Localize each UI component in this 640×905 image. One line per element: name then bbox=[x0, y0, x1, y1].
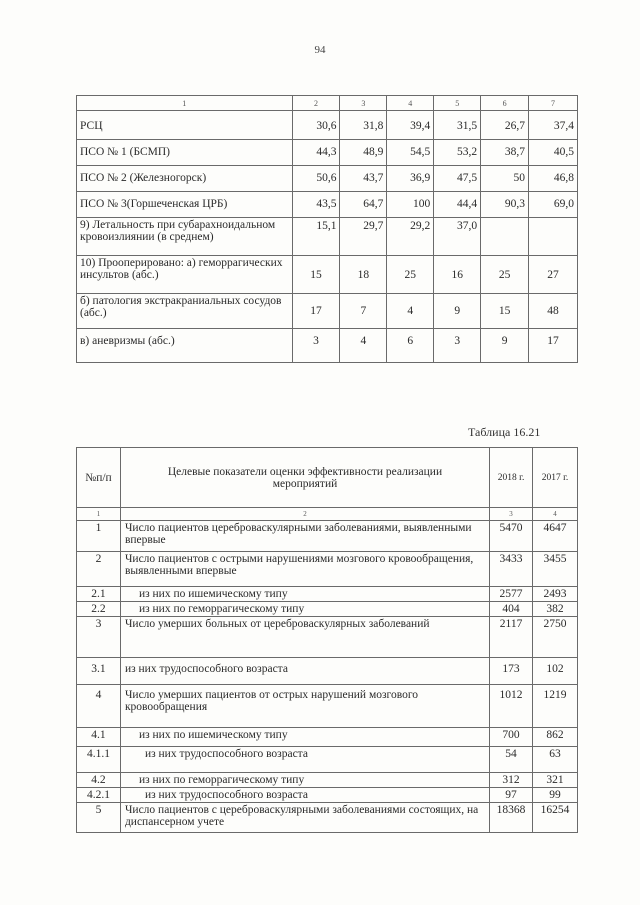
table-row bbox=[77, 773, 578, 788]
cell-value: 38,7 bbox=[481, 140, 529, 166]
cell-value: 48,9 bbox=[340, 140, 387, 166]
value-2017: 321 bbox=[533, 773, 578, 788]
header-description: Целевые показатели оценки эффективности реализации мероприятий bbox=[120, 448, 489, 508]
table-row bbox=[77, 166, 578, 192]
cell-value: 18 bbox=[340, 256, 387, 294]
row-number: 4.2.1 bbox=[77, 788, 121, 803]
table-row bbox=[77, 256, 578, 294]
header-year-2017: 2017 г. bbox=[533, 448, 578, 508]
cell-value: 25 bbox=[387, 256, 434, 294]
column-number: 3 bbox=[340, 96, 387, 111]
row-description: из них по ишемическому типу bbox=[120, 587, 489, 602]
row-number: 3 bbox=[77, 617, 121, 658]
table-row bbox=[77, 329, 578, 363]
row-label: 9) Летальность при субарахноидальном кровоизлиянии (в среднем) bbox=[77, 218, 293, 256]
header-num: №п/п bbox=[77, 448, 121, 508]
table-caption: Таблица 16.21 bbox=[468, 425, 541, 439]
row-number: 4.1.1 bbox=[77, 747, 121, 773]
row-number: 2.2 bbox=[77, 602, 121, 617]
value-2017: 2493 bbox=[533, 587, 578, 602]
value-2018: 54 bbox=[490, 747, 533, 773]
cell-value: 43,5 bbox=[292, 192, 340, 218]
cell-value: 15 bbox=[481, 294, 529, 329]
table-row bbox=[77, 111, 578, 140]
row-number: 3.1 bbox=[77, 658, 121, 685]
table-row bbox=[77, 803, 578, 833]
row-description: Число умерших пациентов от острых нарушений мозгового кровообращения bbox=[120, 685, 489, 728]
cell-value: 69,0 bbox=[529, 192, 578, 218]
cell-value: 44,3 bbox=[292, 140, 340, 166]
table-row bbox=[77, 728, 578, 747]
header-year-2018: 2018 г. bbox=[490, 448, 533, 508]
row-number: 2 bbox=[77, 552, 121, 587]
cell-value: 27 bbox=[529, 256, 578, 294]
efficiency-indicators-table bbox=[76, 447, 578, 833]
cell-value: 3 bbox=[292, 329, 340, 363]
stroke-mortality-table bbox=[76, 95, 578, 363]
cell-value bbox=[481, 218, 529, 256]
value-2017: 16254 bbox=[533, 803, 578, 833]
cell-value: 44,4 bbox=[434, 192, 481, 218]
value-2018: 5470 bbox=[490, 521, 533, 552]
table-row bbox=[77, 218, 578, 256]
column-number: 1 bbox=[77, 96, 293, 111]
cell-value: 100 bbox=[387, 192, 434, 218]
cell-value: 43,7 bbox=[340, 166, 387, 192]
cell-value: 9 bbox=[434, 294, 481, 329]
row-number: 1 bbox=[77, 521, 121, 552]
table-row bbox=[77, 685, 578, 728]
cell-value: 36,9 bbox=[387, 166, 434, 192]
row-number: 2.1 bbox=[77, 587, 121, 602]
column-number: 5 bbox=[434, 96, 481, 111]
header-row bbox=[77, 448, 578, 508]
row-number: 5 bbox=[77, 803, 121, 833]
row-number: 4.2 bbox=[77, 773, 121, 788]
cell-value: 50 bbox=[481, 166, 529, 192]
value-2018: 2577 bbox=[490, 587, 533, 602]
column-number: 4 bbox=[387, 96, 434, 111]
column-number: 1 bbox=[77, 508, 121, 521]
value-2018: 173 bbox=[490, 658, 533, 685]
table-row bbox=[77, 587, 578, 602]
cell-value bbox=[529, 218, 578, 256]
value-2017: 102 bbox=[533, 658, 578, 685]
cell-value: 30,6 bbox=[292, 111, 340, 140]
row-label: ПСО № 3(Горшеченская ЦРБ) bbox=[77, 192, 293, 218]
value-2018: 312 bbox=[490, 773, 533, 788]
value-2018: 1012 bbox=[490, 685, 533, 728]
cell-value: 64,7 bbox=[340, 192, 387, 218]
row-description: Число пациентов с острыми нарушениями мозгового кровообращения, выявленными впервые bbox=[120, 552, 489, 587]
cell-value: 37,0 bbox=[434, 218, 481, 256]
column-number: 2 bbox=[292, 96, 340, 111]
cell-value: 9 bbox=[481, 329, 529, 363]
cell-value: 48 bbox=[529, 294, 578, 329]
table-row bbox=[77, 521, 578, 552]
cell-value: 4 bbox=[387, 294, 434, 329]
row-description: Число пациентов цереброваскулярными заболеваниями, выявленными впервые bbox=[120, 521, 489, 552]
row-label: ПСО № 1 (БСМП) bbox=[77, 140, 293, 166]
table-row bbox=[77, 658, 578, 685]
row-label: б) патология экстракраниальных сосудов (абс.) bbox=[77, 294, 293, 329]
table-row bbox=[77, 788, 578, 803]
cell-value: 25 bbox=[481, 256, 529, 294]
cell-value: 47,5 bbox=[434, 166, 481, 192]
row-description: из них по ишемическому типу bbox=[120, 728, 489, 747]
cell-value: 15 bbox=[292, 256, 340, 294]
table-row bbox=[77, 140, 578, 166]
row-number: 4 bbox=[77, 685, 121, 728]
table-row bbox=[77, 602, 578, 617]
cell-value: 40,5 bbox=[529, 140, 578, 166]
column-number-row bbox=[77, 96, 578, 111]
row-number: 4.1 bbox=[77, 728, 121, 747]
value-2018: 97 bbox=[490, 788, 533, 803]
cell-value: 4 bbox=[340, 329, 387, 363]
cell-value: 6 bbox=[387, 329, 434, 363]
cell-value: 90,3 bbox=[481, 192, 529, 218]
cell-value: 29,7 bbox=[340, 218, 387, 256]
value-2018: 700 bbox=[490, 728, 533, 747]
page-number: 94 bbox=[314, 44, 326, 56]
table-row bbox=[77, 192, 578, 218]
row-description: из них трудоспособного возраста bbox=[120, 747, 489, 773]
column-number: 6 bbox=[481, 96, 529, 111]
row-description: из них трудоспособного возраста bbox=[120, 658, 489, 685]
row-description: Число умерших больных от цереброваскулярных заболеваний bbox=[120, 617, 489, 658]
value-2018: 18368 bbox=[490, 803, 533, 833]
column-number: 3 bbox=[490, 508, 533, 521]
value-2017: 4647 bbox=[533, 521, 578, 552]
value-2017: 2750 bbox=[533, 617, 578, 658]
value-2018: 2117 bbox=[490, 617, 533, 658]
row-description: из них по геморрагическому типу bbox=[120, 773, 489, 788]
table-row bbox=[77, 552, 578, 587]
table-row bbox=[77, 617, 578, 658]
cell-value: 39,4 bbox=[387, 111, 434, 140]
row-label: в) аневризмы (абс.) bbox=[77, 329, 293, 363]
row-description: из них трудоспособного возраста bbox=[120, 788, 489, 803]
column-number-row bbox=[77, 508, 578, 521]
column-number: 7 bbox=[529, 96, 578, 111]
value-2017: 3455 bbox=[533, 552, 578, 587]
table-row bbox=[77, 747, 578, 773]
cell-value: 26,7 bbox=[481, 111, 529, 140]
value-2017: 862 bbox=[533, 728, 578, 747]
cell-value: 31,8 bbox=[340, 111, 387, 140]
row-label: РСЦ bbox=[77, 111, 293, 140]
value-2017: 63 bbox=[533, 747, 578, 773]
value-2017: 1219 bbox=[533, 685, 578, 728]
value-2018: 404 bbox=[490, 602, 533, 617]
cell-value: 29,2 bbox=[387, 218, 434, 256]
cell-value: 46,8 bbox=[529, 166, 578, 192]
cell-value: 3 bbox=[434, 329, 481, 363]
table-row bbox=[77, 294, 578, 329]
row-description: из них по геморрагическому типу bbox=[120, 602, 489, 617]
value-2017: 99 bbox=[533, 788, 578, 803]
cell-value: 31,5 bbox=[434, 111, 481, 140]
cell-value: 7 bbox=[340, 294, 387, 329]
row-label: ПСО № 2 (Железногорск) bbox=[77, 166, 293, 192]
cell-value: 17 bbox=[292, 294, 340, 329]
column-number: 2 bbox=[120, 508, 489, 521]
row-description: Число пациентов с цереброваскулярными заболеваниями состоящих, на диспансерном учете bbox=[120, 803, 489, 833]
value-2017: 382 bbox=[533, 602, 578, 617]
column-number: 4 bbox=[533, 508, 578, 521]
cell-value: 54,5 bbox=[387, 140, 434, 166]
row-label: 10) Прооперировано: а) геморрагических инсультов (абс.) bbox=[77, 256, 293, 294]
value-2018: 3433 bbox=[490, 552, 533, 587]
cell-value: 37,4 bbox=[529, 111, 578, 140]
cell-value: 15,1 bbox=[292, 218, 340, 256]
cell-value: 50,6 bbox=[292, 166, 340, 192]
cell-value: 17 bbox=[529, 329, 578, 363]
cell-value: 16 bbox=[434, 256, 481, 294]
cell-value: 53,2 bbox=[434, 140, 481, 166]
